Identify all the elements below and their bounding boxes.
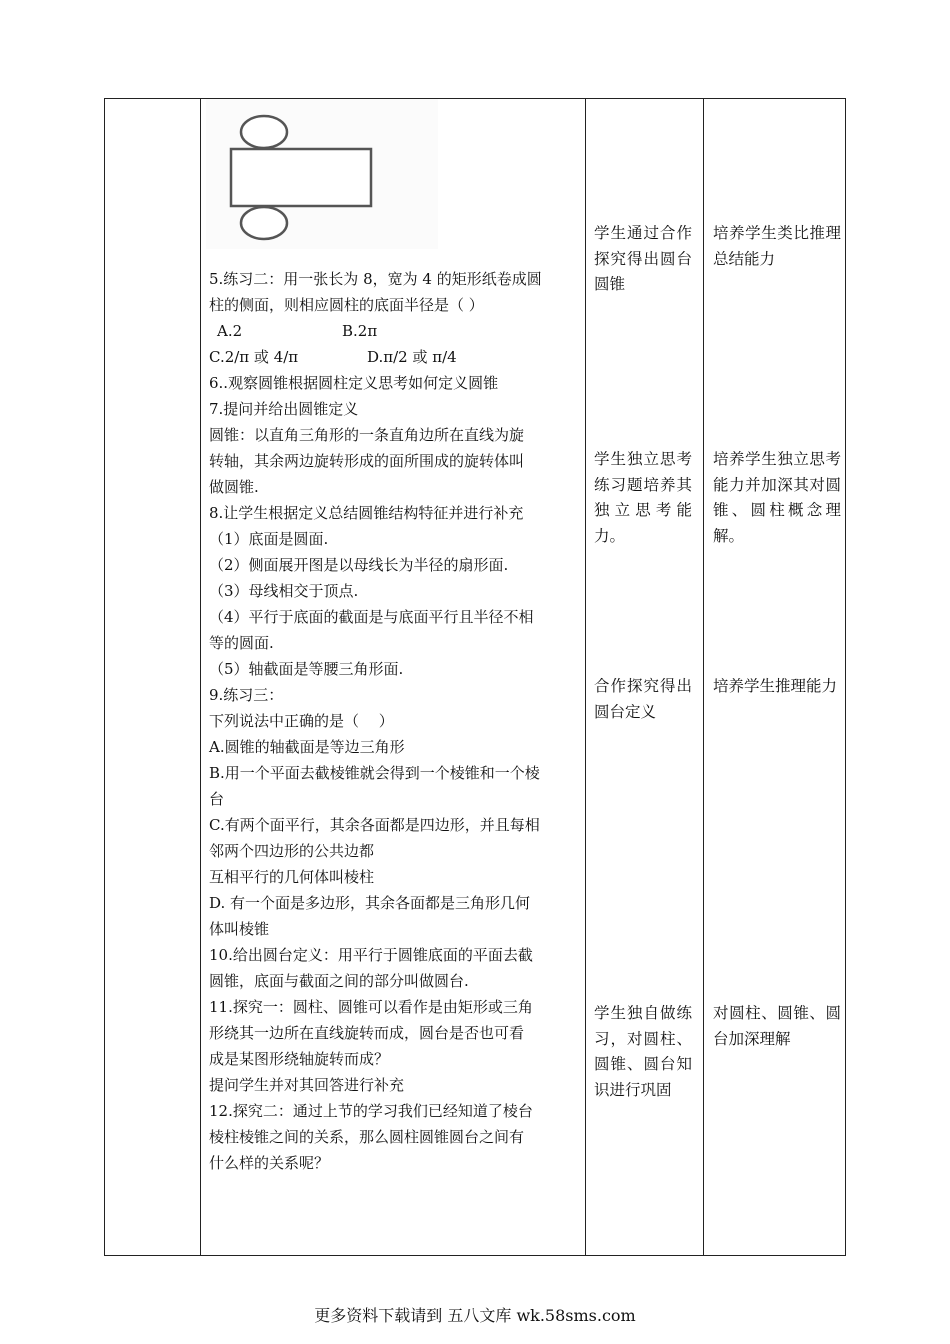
content-line: 邻两个四边形的公共边都 xyxy=(209,842,375,860)
content-line: 台 xyxy=(209,790,225,808)
content-line: 圆锥：以直角三角形的一条直角边所在直线为旋 xyxy=(209,426,525,444)
cylinder-net-figure xyxy=(206,99,438,249)
content-line: 做圆锥. xyxy=(209,478,259,496)
content-line: 5.练习二：用一张长为 8，宽为 4 的矩形纸卷成圆 xyxy=(209,270,542,288)
options-row-cd xyxy=(209,344,581,370)
content-line: （4）平行于底面的截面是与底面平行且半径不相 xyxy=(209,608,534,626)
content-line: D. 有一个面是多边形，其余各面都是三角形几何 xyxy=(209,894,531,912)
content-line: C.有两个面平行，其余各面都是四边形，并且每相 xyxy=(209,816,540,834)
content-line: 10.给出圆台定义：用平行于圆锥底面的平面去截 xyxy=(209,946,533,964)
content-line: 下列说法中正确的是（ ） xyxy=(209,712,394,730)
column-divider-2 xyxy=(585,99,586,1255)
column-divider-1 xyxy=(200,99,201,1255)
content-line: B.用一个平面去截棱锥就会得到一个棱锥和一个棱 xyxy=(209,764,540,782)
content-line: 互相平行的几何体叫棱柱 xyxy=(209,868,375,886)
content-line: 7.提问并给出圆锥定义 xyxy=(209,400,359,418)
design-intent-4: 对圆柱、圆锥、圆台加深理解 xyxy=(713,1004,841,1048)
footer-download-link[interactable]: 更多资料下载请到 五八文库 wk.58sms.com xyxy=(314,1306,636,1325)
design-intent-1: 培养学生类比推理总结能力 xyxy=(713,224,841,268)
column-divider-3 xyxy=(703,99,704,1255)
option-c: C.2/π 或 4/π xyxy=(209,348,299,366)
content-line: 11.探究一：圆柱、圆锥可以看作是由矩形或三角 xyxy=(209,998,533,1016)
content-line: 圆锥，底面与截面之间的部分叫做圆台. xyxy=(209,972,469,990)
content-line: （1）底面是圆面. xyxy=(209,530,329,548)
content-line: 体叫棱锥 xyxy=(209,920,270,938)
design-intent-2: 培养学生独立思考能力并加深其对圆锥、圆柱概念理解。 xyxy=(713,450,841,545)
content-line: 形绕其一边所在直线旋转而成，圆台是否也可看 xyxy=(209,1024,525,1042)
content-line: 成是某图形绕轴旋转而成？ xyxy=(209,1050,390,1068)
content-line: 提问学生并对其回答进行补充 xyxy=(209,1076,405,1094)
content-line: 8.让学生根据定义总结圆锥结构特征并进行补充 xyxy=(209,504,524,522)
content-line: （2）侧面展开图是以母线长为半径的扇形面. xyxy=(209,556,509,574)
content-line: 等的圆面. xyxy=(209,634,274,652)
design-intent-3: 培养学生推理能力 xyxy=(713,677,838,695)
content-line: 转轴，其余两边旋转形成的面所围成的旋转体叫 xyxy=(209,452,525,470)
student-activity-1: 学生通过合作探究得出圆台圆锥 xyxy=(594,224,692,293)
content-line: 什么样的关系呢？ xyxy=(209,1154,330,1172)
content-line: （3）母线相交于顶点. xyxy=(209,582,359,600)
content-line: 棱柱棱锥之间的关系，那么圆柱圆锥圆台之间有 xyxy=(209,1128,525,1146)
option-d: D.π/2 或 π/4 xyxy=(367,348,457,366)
student-activity-4: 学生独自做练习，对圆柱、圆锥、圆台知识进行巩固 xyxy=(594,1004,692,1099)
student-activity-3: 合作探究得出圆台定义 xyxy=(594,677,692,721)
content-line: 6..观察圆锥根据圆柱定义思考如何定义圆锥 xyxy=(209,374,499,392)
content-line: （5）轴截面是等腰三角形面. xyxy=(209,660,404,678)
content-line: A.圆锥的轴截面是等边三角形 xyxy=(209,738,405,756)
option-a: A.2 xyxy=(217,322,243,340)
content-line: 9.练习三： xyxy=(209,686,284,704)
content-line: 柱的侧面，则相应圆柱的底面半径是（ ） xyxy=(209,296,484,314)
option-b: B.2π xyxy=(342,322,378,340)
options-row-ab xyxy=(209,318,581,344)
lesson-table xyxy=(104,98,846,1256)
content-line: 12.探究二：通过上节的学习我们已经知道了棱台 xyxy=(209,1102,533,1120)
student-activity-2: 学生独立思考练习题培养其独立思考能力。 xyxy=(594,450,692,545)
teaching-content xyxy=(209,266,581,1176)
